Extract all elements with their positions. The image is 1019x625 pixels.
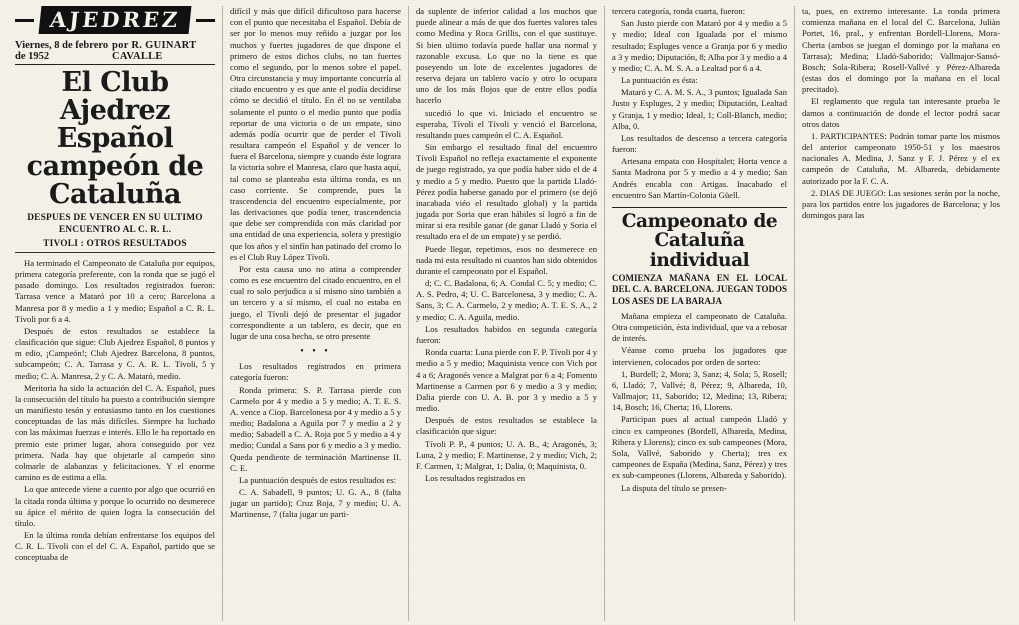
paragraph: Los resultados de descenso a tercera categoría fueron: xyxy=(612,132,787,155)
column-3 xyxy=(408,6,604,621)
paragraph: La disputa del título se presen- xyxy=(621,482,727,493)
byline-author: por R. GUINART CAVALLE xyxy=(112,40,197,62)
paragraph: Meritoria ha sido la actuación del C. A. Español, pues la consecución del título ha puesto a contribución siempre un manifiesto tesón y entusiasmo tanto en los cuestiones conceptuadas de las más difíciles. Siempre ha luchado con las máximas fuerzas e interés. Ello le ha reportado en premio este primer lugar, ahora conseguido por vez primera. Nada hay que objetarle al campeón sino colmarle de alabanzas y felicitaciones. Y el enorme camino es de estima a ella. xyxy=(15,382,215,483)
paragraph: El reglamento que regula tan interesante prueba le damos a continuación de donde el lector podrá sacar otros datos xyxy=(802,96,1000,129)
paragraph: Mataró y C. A. M. S. A., 3 puntos; Igualada San Justo y Espluges, 2 y medio; Diputación, Lealtad y Granja, 1 y medio; Ideal, 1; Coll-Blanch, medio; Alba, 0. xyxy=(612,87,787,131)
paragraph: da suplente de inferior calidad a los muchos que puede alinear a más de que dos fuertes valores tales como Medina y Roca Grillis, con el que sustituye. Si bien ultimo todavía puede hallar una normal y razonable excusa. Lo que no la tiene es que poseyendo un lote de excelentes jugadores de reserva dejara un tablero vacío y otro lo ocupara uno de los más flojos que de entre ellos podía hacerlo xyxy=(416,6,597,106)
column-4 xyxy=(604,6,794,621)
paragraph: La puntuación después de estos resultados es: xyxy=(239,474,397,485)
paragraph: En la última ronda debían enfrentarse los equipos del C. R. L. Tívoli con el del C. A. Español, partido que se conceptuaba de xyxy=(15,530,215,563)
paragraph: sucedió lo que vi. Iniciado el encuentro se esperaba, Tívoli el Tívoli y venció el Barcelona, resultando pues campeón el C. A. Español. xyxy=(416,107,597,140)
section-divider-stars: • • • xyxy=(300,346,331,358)
headline-line-2: campeón de Cataluña xyxy=(26,151,204,211)
masthead-rule-right xyxy=(196,19,215,22)
page-title xyxy=(15,69,215,209)
column-4-body-2 xyxy=(612,311,787,494)
paragraph: 2. DIAS DE JUEGO: Las sesiones serán por la noche, para los partidos entre los jugadores de Barcelona; y los domingos para las xyxy=(802,187,1000,221)
paragraph: La puntuación es ésta: xyxy=(621,75,698,86)
paragraph: C. A. Sabadell, 9 puntos; U. G. A., 8 (falta jugar un partido); Cruz Roja, 7 y medio; U. A. Martinense, 7 (falta jugar un parti- xyxy=(230,487,401,520)
paragraph: ta, pues, en extremo interesante. La ronda primera comienza mañana en el local del C. Barcelona, Juliàn Portet, 16, pral., y enfrentan Bordell-Llorens, Mora-Cherta (ambos se juegan el domingo por la mañana en Tarrasa); Medina; Lladó-Saborido; Vallmajor-Sansó-Bosch; Sola-Ribera; Rosell-Vallvé y Pérez-Albareda (estas dos el domingo por la mañana en el local precitado). xyxy=(802,6,1000,95)
paragraph: Ha terminado el Campeonato de Cataluña por equipos, primera categoría preferente, con la ronda que se jugó el pasado domingo. Los resultados registrados fueron: Tarrasa vence a Mataró por 10 a cero; Barcelona a Manresa por 8 y medio a 1 y medio; Español a C. R. L. Tívoli por 6 a 4. xyxy=(15,257,215,324)
paragraph: Mañana empieza el campeonato de Cataluña. Otra competición, ésta individual, que va a rebosar de interés. xyxy=(612,310,787,344)
paragraph: Los resultados registrados en primera categoría fueron: xyxy=(230,361,401,383)
paragraph: Ronda primera: S. P. Tarrasa pierde con Carmelo por 4 y medio a 5 y medio; A. T. E. S. A. vence a Ciop. Barcelonesa por 4 y medio a 5 y medio; Badalona a Aguila por 7 y medio a 2 y medio; Sabadell a C. A. Roja por 5 y medio a 4 y medio; Cundal a Sans por 6 y medio a 3 y medio. Queda pendiente de terminación Martinense II. C. E. xyxy=(230,384,401,473)
paragraph: Participan pues al actual campeón Lladó y cinco ex campeones (Bordell, Albareda, Medina, Ribera y Llorens); cinco ex sub campeones (Mora, Sola, Vallvé, Saborido y Cherta); tres ex campeones de España (Medina, Sanz, Pérez) y tres ex sub-campeones (Llorens, Albareda y Saborido). xyxy=(612,414,787,481)
column-2-body xyxy=(230,6,401,521)
paragraph: Después de estos resultados se establece la clasificación que sigue: xyxy=(416,415,597,437)
masthead-rule-left xyxy=(15,19,34,22)
paragraph: 1, Burdell; 2, Mora; 3, Sanz; 4, Sola; 5, Rosell; 6, Lladó; 7, Vallvé; 8, Pérez; 9, Albareda, 10, Vallmajor; 11, Saborido; 12, Medina; 13, Ribera; 14, Bosch; 16, Cherta; 16, Llorens. xyxy=(612,368,787,413)
byline-date: Viernes, 8 de febrero de 1952 xyxy=(15,40,109,62)
paragraph: Véanse como prueba los jugadores que intervienen, colocados por orden de sorteo: xyxy=(612,345,787,367)
headline-line-1: El Club Ajedrez Español xyxy=(56,67,174,155)
paragraph: Puede llegar, repetimos, esos no desmerece en nada mi esta resultado ni cuantos han sido obtenidos durante el campeonato por el Español. xyxy=(416,243,597,276)
paragraph: Los resultados habidos en segunda categoría fueron: xyxy=(416,323,597,345)
subheadline-line-1: DESPUES DE VENCER EN SU ULTIMO ENCUENTRO AL C. R. L. xyxy=(27,213,203,236)
section-title-championship: Campeonato de Cataluña individual xyxy=(612,207,787,270)
column-5 xyxy=(794,6,1007,621)
paragraph: tercera categoría, ronda cuarta, fueron: xyxy=(612,6,746,16)
masthead xyxy=(15,6,215,34)
paragraph: San Justo pierde con Mataró por 4 y medio a 5 y medio; Ideal con Igualada por el mismo resultado; Espluges vence a Granja por 6 y medio a 3 y medio; Diputación, 8; Alba por 3 y medio a 4 y medio; C. A. M. S. A. a Lealtad por 6 a 4. xyxy=(612,18,787,73)
column-1 xyxy=(8,6,222,621)
paragraph: Tívoli P. P., 4 puntos; U. A. B., 4; Aragonés, 3; Luna, 2 y medio; F. Martinense, 2 y medio; Vich, 2; F. Carmen, 1; Malgrat, 1; Dalia, 0; Maquinista, 0. xyxy=(416,438,597,471)
paragraph: 1. PARTICIPANTES: Podrán tomar parte los mismos del anterior campeonato 1950-51 y los maestros nacionales A. Medina, J. Sanz y F. J. Pérez y el ex campeón de Cataluña, M. Albareda, debidamente autorizado por la F. C. A. xyxy=(802,130,1000,186)
paragraph: Artesana empata con Hospitalet; Horta vence a Santa Madrona por 5 y medio a 4 y medio; San Andrés encabla con Artigas. Inacabado el encuentro San Martín-Colonia Güell. xyxy=(612,156,787,200)
paragraph: Después de estos resultados se establece la clasificación que sigue: Club Ajedrez Español, 8 puntos y m edio, ¡Campeón!; Club Ajedrez Barcelona, 8 puntos, subcampeón; C. A. Tarrasa y C. A. R. L. Tívoli, 5 y medio; C. A. Manresa, 2 y C. A. Mataró, medio. xyxy=(15,325,215,381)
column-1-body xyxy=(15,258,215,564)
paragraph: difícil y más que difícil dificultoso para hacerse con el punto que necesitaba el Español. Debía de ser por lo menos muy reñido a juzgar por los muchos y fuertes jugadores de que dispone el primero de estos dichos clubs, no tan fuertes como el segundo, por lo menos sobre el papel. Otra circunstancia y muy importante concurría al citado encuentro y es que ante el podía decidirse cómo se decidió el título. En él no se ventilaba solamente el punto o el medio punto que podía reportar de una victoria o de un empate, sino además podía ocurrir que de perder el Tívoli resultara campeón el Español y de vencer lo fuera el Barcelona, siempre y cuando éste lograra la victoria sobre el Manresa, claro que hasta aquí, tal como se planteaba esta última ronda, es un caso corriente. Se comprende, pues la trascendencia del encuentro especialmente, por las derivaciones que podía tener, trascendencia que debe ser comprendida con más claridad por una entidad de una experiencia, solera y prestigio que los años y el sinfín han patinado del cromo lo es el Club Ruy López Tívoli. xyxy=(230,6,401,262)
paragraph: Los resultados registrados en xyxy=(425,473,525,484)
paragraph: Por esta causa uno no atina a comprender como es ese encuentro del citado encuentro, en el cual ro solo perjudica a sí mismo sino también a un tercero y a sí mismo, el cual no estaba en juego, el Tívoli dejó de presentar el jugador correspondiente a un tablero, es decir, que en lugar de una cosa hecha, se otro presente xyxy=(230,263,401,341)
column-2 xyxy=(222,6,408,621)
column-5-body xyxy=(802,6,1000,221)
byline xyxy=(15,40,215,65)
paragraph: Lo que antecede viene a cuento por algo que ocurrió en la citada ronda última y porque lo ocurrido no desmerece su ápice el mérito de quien logra la consecución del título. xyxy=(15,484,215,528)
paragraph: d; C. C. Badalona, 6; A. Condal C. 5; y medio; C. A. S. Pedro, 4; U. C. Barcelonesa, 3 y medio; C. A. Sans, 3; C. A. Carmelo, 2 y medio; A. T. E. S. A., 2 y medio; C. A. Aguila, medio. xyxy=(416,278,597,322)
column-3-body xyxy=(416,6,597,484)
paragraph: Sin embargo el resultado final del encuentro Tívoli Español no refleja exactamente el exponente de juego registrado, ya que podía haber sido el de 4 y medio a 5 y medio. Puesto que la partida Lladó-Pérez podía haberse ganado por el primero (se dejó inacabada viéo el resultado global) y la partida jugada por Soria que eran hábiles sí logró a fin de mirar si era resible ganar (de ganar Lladó y Soria el resultado era el de un empate) y se perdió. xyxy=(416,142,597,242)
section-subheadline: COMIENZA MAÑANA EN EL LOCAL DEL C. A. BARCELONA. JUEGAN TODOS LOS ASES DE LA BARAJA xyxy=(612,273,787,306)
masthead-title: AJEDREZ xyxy=(38,6,191,34)
column-4-body xyxy=(612,6,787,201)
subheadline-line-2: TIVOLI : OTROS RESULTADOS xyxy=(15,239,215,253)
paragraph: Ronda cuarta: Luna pierde con F. P. Tívoli por 4 y medio a 5 y medio; Maquinista vence con Vich por 4 a 6; Aragonés vence a Malgrat por 6 a 4; Fomento Martinense a Carmen por 6 y medio a 3 y medio; Dalia pierde con U. A. B. por 3 y medio a 5 y medio. xyxy=(416,347,597,414)
